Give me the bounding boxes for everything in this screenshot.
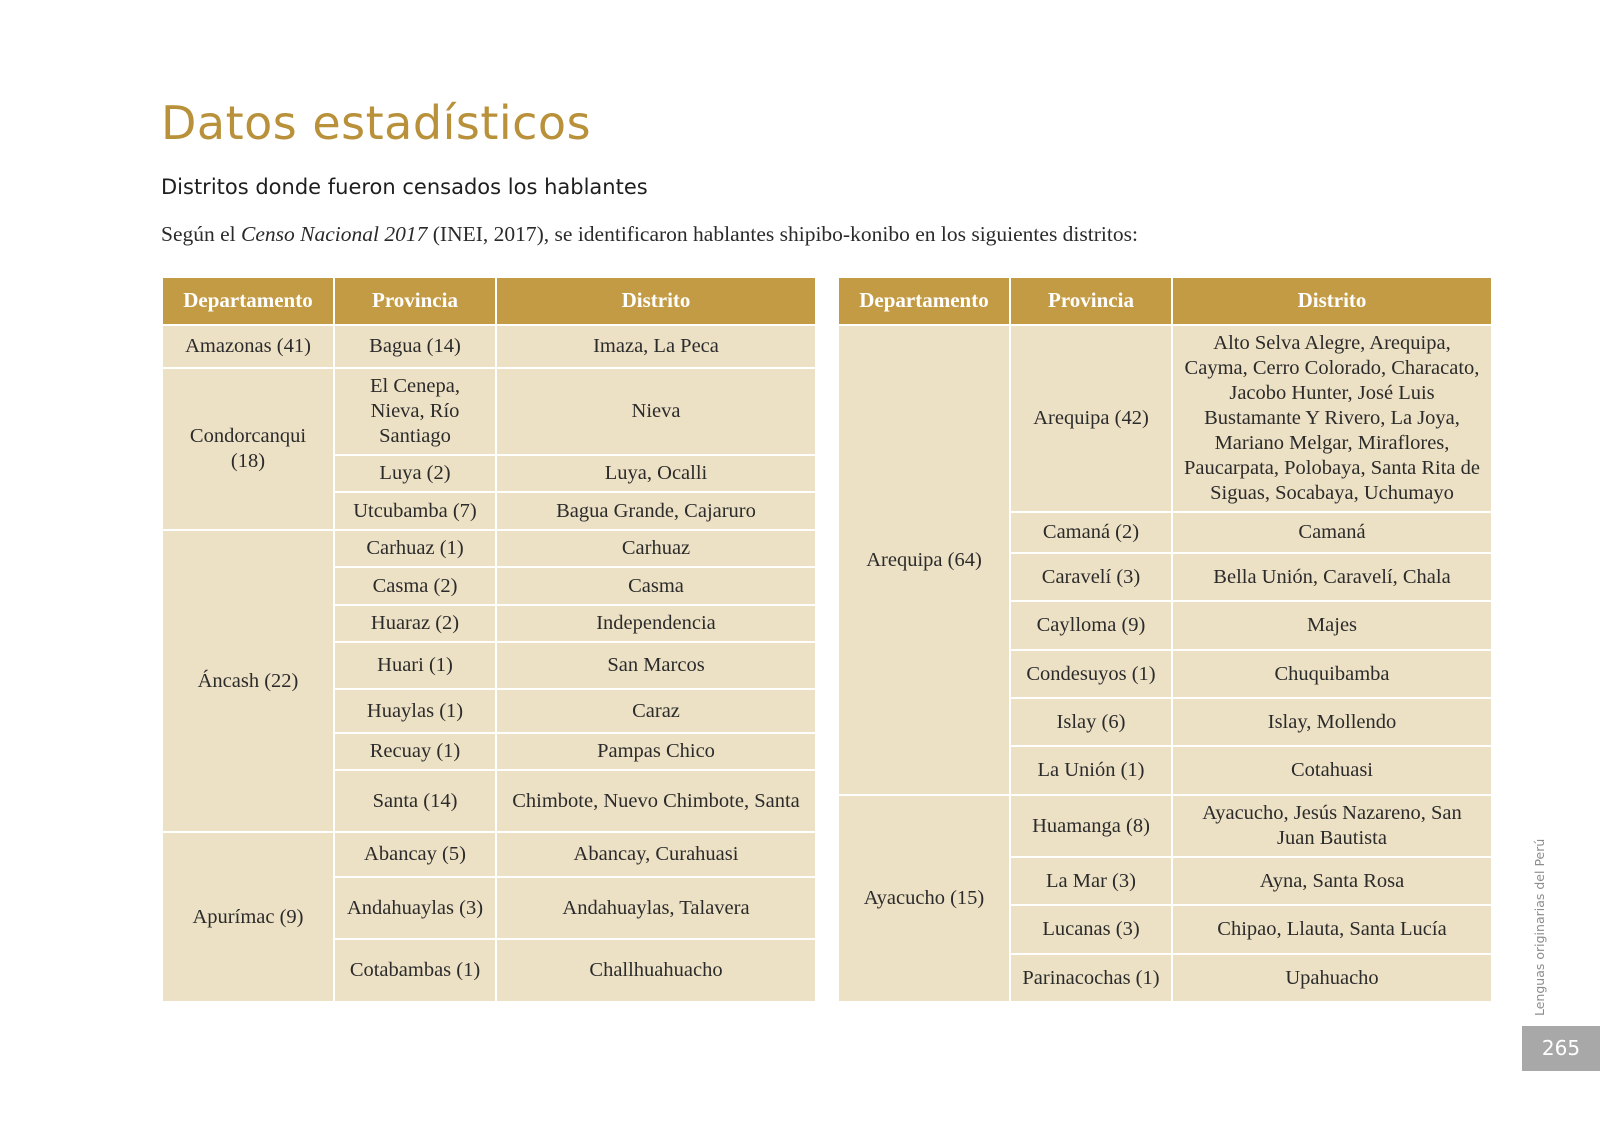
header-provincia: Provincia [1010,277,1172,325]
province-cell: Santa (14) [334,770,496,832]
province-cell: Utcubamba (7) [334,492,496,530]
district-cell: Challhuahuacho [496,939,816,1002]
intro-text-before: Según el [161,222,242,246]
district-cell: Caraz [496,689,816,733]
district-cell: Casma [496,567,816,605]
province-cell: Camaná (2) [1010,512,1172,553]
province-cell: La Unión (1) [1010,746,1172,795]
province-cell: Huamanga (8) [1010,795,1172,857]
district-cell: Camaná [1172,512,1492,553]
table-header-row [162,277,816,325]
province-cell: Andahuaylas (3) [334,877,496,939]
district-cell: Independencia [496,605,816,642]
table-row [838,325,1492,512]
province-cell: Bagua (14) [334,325,496,368]
department-cell: Áncash (22) [162,530,334,832]
header-departamento: Departamento [838,277,1010,325]
province-cell: Condesuyos (1) [1010,650,1172,698]
province-cell: Carhuaz (1) [334,530,496,567]
district-cell: Islay, Mollendo [1172,698,1492,746]
header-distrito: Distrito [496,277,816,325]
districts-table-right [837,276,1493,1003]
district-cell: Pampas Chico [496,733,816,770]
section-subtitle: Distritos donde fueron censados los hablantes [161,175,648,199]
intro-text-after: (INEI, 2017), se identificaron hablantes shipibo-konibo en los siguientes distritos: [427,222,1138,246]
district-cell: Chimbote, Nuevo Chimbote, Santa [496,770,816,832]
province-cell: Recuay (1) [334,733,496,770]
province-cell: Huari (1) [334,642,496,689]
header-provincia: Provincia [334,277,496,325]
department-cell: Arequipa (64) [838,325,1010,795]
intro-paragraph [161,222,1138,247]
district-cell: Bella Unión, Caravelí, Chala [1172,553,1492,601]
province-cell: Arequipa (42) [1010,325,1172,512]
district-cell: Andahuaylas, Talavera [496,877,816,939]
table-row [162,832,816,877]
district-cell: Upahuacho [1172,954,1492,1002]
intro-census-title: Censo Nacional 2017 [241,222,428,246]
department-cell: Apurímac (9) [162,832,334,1002]
header-distrito: Distrito [1172,277,1492,325]
district-cell: Imaza, La Peca [496,325,816,368]
department-cell: Ayacucho (15) [838,795,1010,1002]
table-row [162,368,816,455]
province-cell: Huaylas (1) [334,689,496,733]
province-cell: Caravelí (3) [1010,553,1172,601]
district-cell: Bagua Grande, Cajaruro [496,492,816,530]
province-cell: La Mar (3) [1010,857,1172,905]
district-cell: Majes [1172,601,1492,650]
districts-table-left [161,276,817,1003]
table-header-row [838,277,1492,325]
district-cell: Carhuaz [496,530,816,567]
department-cell: Amazonas (41) [162,325,334,368]
district-cell: Chipao, Llauta, Santa Lucía [1172,905,1492,954]
table-row [162,530,816,567]
district-cell: Luya, Ocalli [496,455,816,492]
district-cell: San Marcos [496,642,816,689]
province-cell: Luya (2) [334,455,496,492]
province-cell: Casma (2) [334,567,496,605]
table-row [162,325,816,368]
district-cell: Abancay, Curahuasi [496,832,816,877]
province-cell: Parinacochas (1) [1010,954,1172,1002]
page-number-badge: 265 [1522,1026,1600,1071]
district-cell: Chuquibamba [1172,650,1492,698]
book-title-side-label: Lenguas originarias del Perú [1532,838,1547,1016]
district-cell: Cotahuasi [1172,746,1492,795]
province-cell: Huaraz (2) [334,605,496,642]
province-cell: Caylloma (9) [1010,601,1172,650]
district-cell: Nieva [496,368,816,455]
province-cell: Lucanas (3) [1010,905,1172,954]
header-departamento: Departamento [162,277,334,325]
province-cell: Islay (6) [1010,698,1172,746]
province-cell: Cotabambas (1) [334,939,496,1002]
district-cell: Ayacucho, Jesús Nazareno, San Juan Bautista [1172,795,1492,857]
province-cell: El Cenepa, Nieva, Río Santiago [334,368,496,455]
table-row [838,795,1492,857]
page-title: Datos estadísticos [161,96,592,150]
province-cell: Abancay (5) [334,832,496,877]
district-cell: Ayna, Santa Rosa [1172,857,1492,905]
department-cell: Condorcanqui (18) [162,368,334,530]
district-cell: Alto Selva Alegre, Arequipa, Cayma, Cerro Colorado, Characato, Jacobo Hunter, José Luis Bustamante Y Rivero, La Joya, Mariano Melgar, Miraflores, Paucarpata, Polobaya, Santa Rita de Siguas, Socabaya, Uchumayo [1172,325,1492,512]
